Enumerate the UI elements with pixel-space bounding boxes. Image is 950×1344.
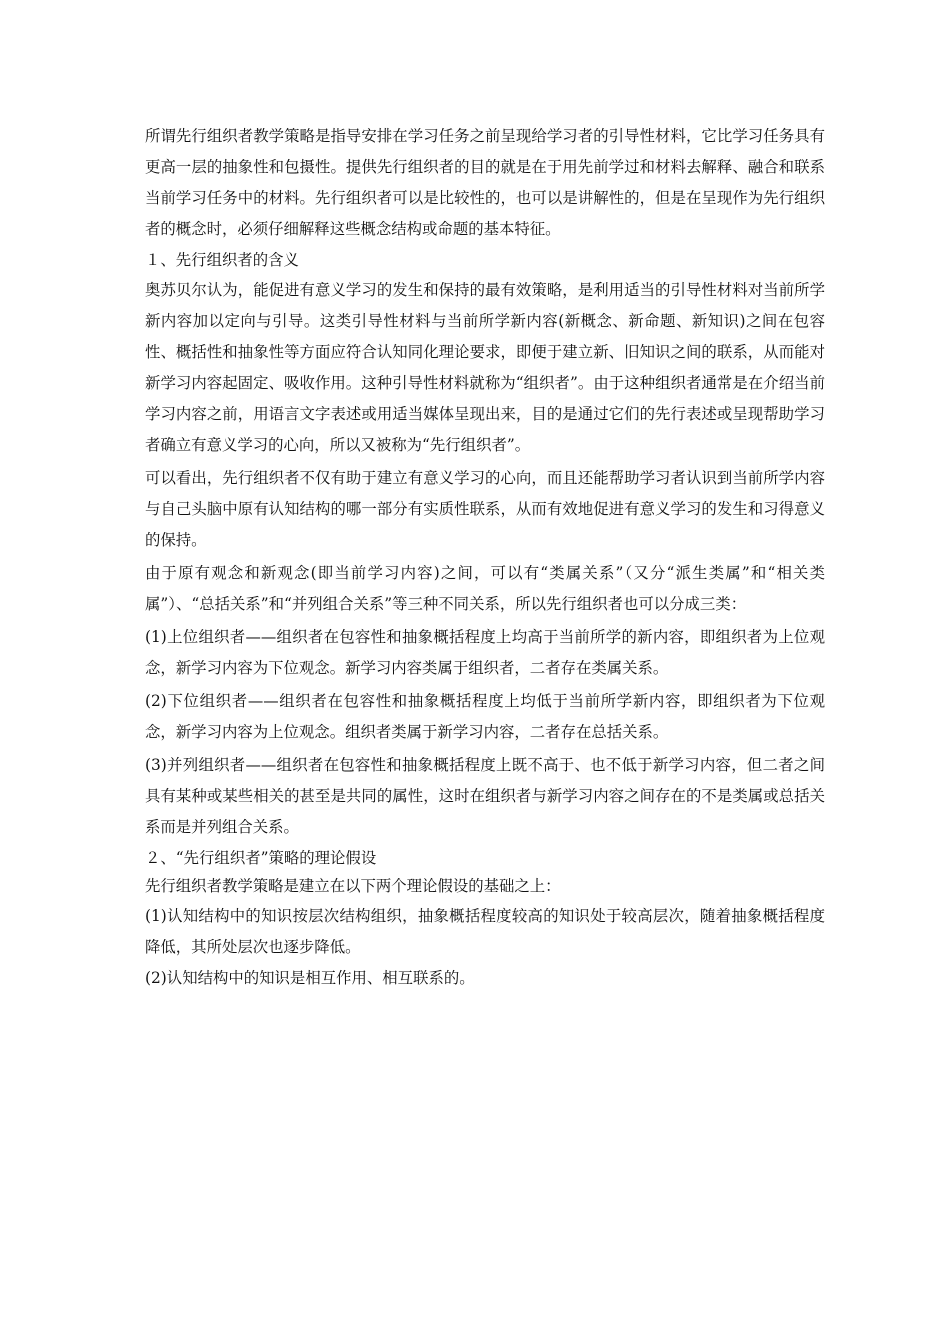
section-1-list-item-1: (1)上位组织者——组织者在包容性和抽象概括程度上均高于当前所学的新内容，即组织者为上位观念，新学习内容为下位观念。新学习内容类属于组织者，二者存在类属关系。 [145,628,825,677]
intro-paragraph: 所谓先行组织者教学策略是指导安排在学习任务之前呈现给学习者的引导性材料，它比学习任务具有更高一层的抽象性和包摄性。提供先行组织者的目的就是在于用先前学过和材料去解释、融合和联系当前学习任务中的材料。先行组织者可以是比较性的，也可以是讲解性的，但是在呈现作为先行组织者的概念时，必须仔细解释这些概念结构或命题的基本特征。 [145,127,825,238]
section-2-heading: ２、“先行组织者”策略的理论假设 [145,849,377,867]
section-1-list-item-2: (2)下位组织者——组织者在包容性和抽象概括程度上均低于当前所学新内容，即组织者为下位观念，新学习内容为上位观念。组织者类属于新学习内容，二者存在总括关系。 [145,692,825,741]
document-body [145,121,825,993]
section-1-paragraph-2: 可以看出，先行组织者不仅有助于建立有意义学习的心向，而且还能帮助学习者认识到当前所学内容与自己头脑中原有认知结构的哪一部分有实质性联系，从而有效地促进有意义学习的发生和习得意义的保持。 [145,469,825,549]
section-2-list-item-2: (2)认知结构中的知识是相互作用、相互联系的。 [145,969,475,987]
section-1-heading: １、先行组织者的含义 [145,251,299,269]
section-1-paragraph-3: 由于原有观念和新观念(即当前学习内容)之间，可以有“类属关系”（又分“派生类属”和“相关类属”）、“总括关系”和“并列组合关系”等三种不同关系，所以先行组织者也可以分成三类： [145,564,825,613]
section-2-paragraph-1: 先行组织者教学策略是建立在以下两个理论假设的基础之上： [145,877,561,895]
section-1-paragraph-1: 奥苏贝尔认为，能促进有意义学习的发生和保持的最有效策略，是利用适当的引导性材料对当前所学新内容加以定向与引导。这类引导性材料与当前所学新内容(新概念、新命题、新知识)之间在包容性、概括性和抽象性等方面应符合认知同化理论要求，即便于建立新、旧知识之间的联系，从而能对新学习内容起固定、吸收作用。这种引导性材料就称为“组织者”。由于这种组织者通常是在介绍当前学习内容之前，用语言文字表述或用适当媒体呈现出来，目的是通过它们的先行表述或呈现帮助学习者确立有意义学习的心向，所以又被称为“先行组织者”。 [145,281,825,454]
section-2-list-item-1: (1)认知结构中的知识按层次结构组织，抽象概括程度较高的知识处于较高层次，随着抽象概括程度降低，其所处层次也逐步降低。 [145,907,825,956]
section-1-list-item-3: (3)并列组织者——组织者在包容性和抽象概括程度上既不高于、也不低于新学习内容，但二者之间具有某种或某些相关的甚至是共同的属性，这时在组织者与新学习内容之间存在的不是类属或总括关系而是并列组合关系。 [145,756,825,836]
